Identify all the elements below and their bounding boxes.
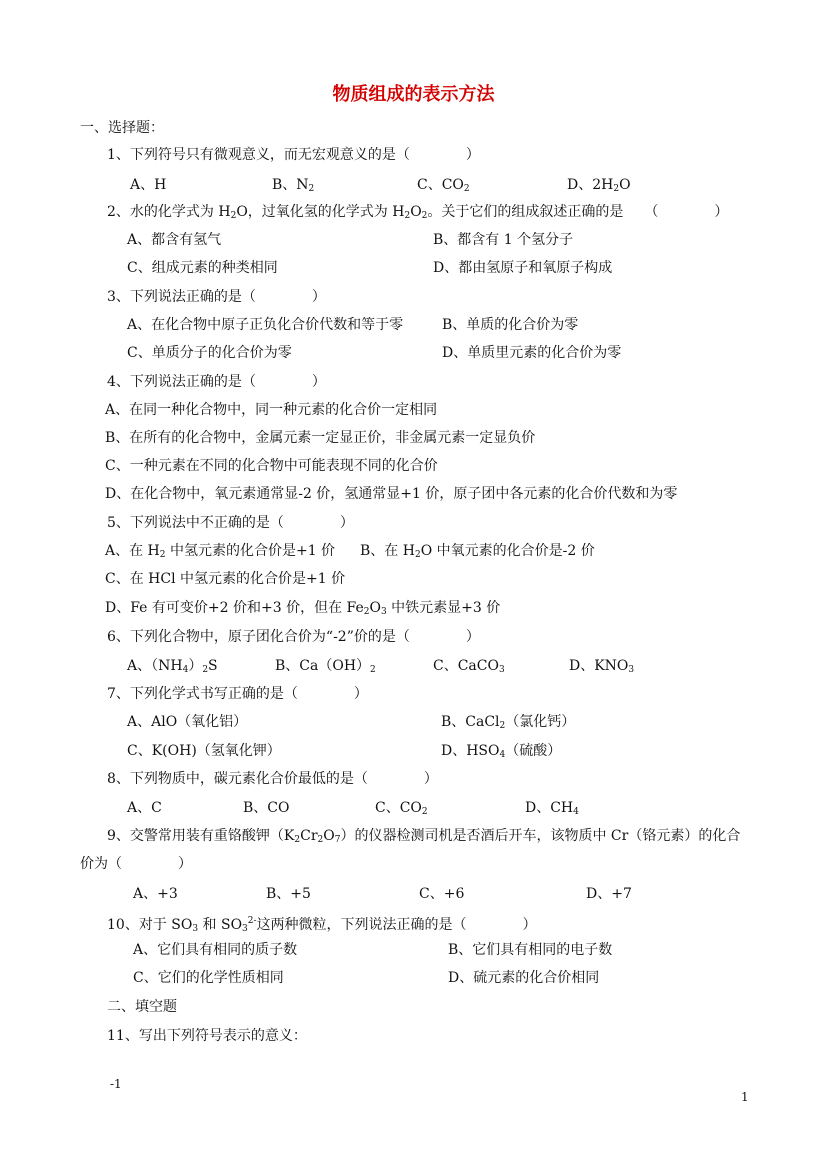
question-8-option-b: B、CO: [243, 800, 290, 816]
question-4-option-d: D、在化合物中，氧元素通常显-2 价，氢通常显+1 价，原子团中各元素的化合价代数和为零: [105, 486, 678, 502]
question-10-option-c: C、它们的化学性质相同: [133, 970, 284, 986]
question-9-option-c: C、+6: [419, 886, 465, 902]
question-7-option-c: C、K(OH)（氢氧化钾）: [127, 743, 281, 759]
question-2-option-d: D、都由氢原子和氧原子构成: [433, 260, 613, 276]
question-1-option-a: A、H: [130, 177, 167, 193]
question-9-option-b: B、+5: [266, 886, 311, 902]
page-number: 1: [741, 1090, 749, 1104]
question-11-stem: 11、写出下列符号表示的意义：: [107, 1028, 307, 1044]
question-2-option-b: B、都含有 1 个氢分子: [433, 232, 574, 248]
question-5-stem: 5、下列说法中不正确的是（ ）: [107, 515, 354, 531]
question-5-option-a: A、在 $H_2$ 中氢元素的化合价是+1 价: [105, 543, 336, 560]
question-1-option-c: C、$CO_2$: [417, 177, 470, 194]
question-10-option-d: D、硫元素的化合价相同: [448, 970, 600, 986]
question-8-option-a: A、C: [127, 800, 162, 816]
question-3-stem: 3、下列说法正确的是（ ）: [107, 289, 326, 305]
question-2-option-a: A、都含有氢气: [127, 232, 222, 248]
question-3-option-c: C、单质分子的化合价为零: [127, 345, 292, 361]
question-9-option-d: D、+7: [586, 886, 632, 902]
question-8-option-c: C、$CO_2$: [375, 800, 428, 817]
footer-mark: -1: [110, 1077, 122, 1091]
question-3-option-b: B、单质的化合价为零: [442, 317, 579, 333]
question-2-stem: 2、水的化学式为 $H_2O$，过氧化氢的化学式为 $H_2O_2$。关于它们的组成叙述正确的是 （ ）: [107, 204, 729, 221]
question-6-option-b: B、$Ca(OH)_2$: [275, 658, 376, 675]
question-4-option-b: B、在所有的化合物中，金属元素一定显正价，非金属元素一定显负价: [105, 430, 536, 446]
question-8-option-d: D、$CH_4$: [525, 800, 579, 817]
question-4-option-a: A、在同一种化合物中，同一种元素的化合价一定相同: [105, 402, 438, 418]
question-7-option-a: A、AlO（氧化铝）: [127, 714, 248, 730]
section-heading-choice: 一、选择题：: [80, 120, 164, 136]
question-5-option-d: D、Fe 有可变价+2 价和+3 价，但在 $Fe_2O_3$ 中铁元素显+3 价: [105, 600, 501, 617]
question-10-option-a: A、它们具有相同的质子数: [133, 942, 298, 958]
question-2-option-c: C、组成元素的种类相同: [127, 260, 278, 276]
question-9-stem-continued: 价为（ ）: [80, 856, 192, 872]
question-4-option-c: C、一种元素在不同的化合物中可能表现不同的化合价: [105, 458, 438, 474]
question-6-option-a: A、$(NH_4)_2S$: [127, 658, 218, 675]
question-9-option-a: A、+3: [133, 886, 178, 902]
section-heading-fill-in: 二、填空题: [107, 999, 177, 1015]
question-6-option-c: C、CaCO$_3$: [433, 658, 505, 675]
question-1-option-d: D、$2H_2O$: [567, 177, 631, 194]
question-5-option-c: C、在 HCl 中氢元素的化合价是+1 价: [105, 571, 346, 587]
question-8-stem: 8、下列物质中，碳元素化合价最低的是（ ）: [107, 771, 438, 787]
question-9-stem: 9、交警常用装有重铬酸钾$(K_2Cr_2O_7)$的仪器检测司机是否酒后开车，该物质中 Cr（铬元素）的化合: [107, 828, 741, 845]
question-3-option-d: D、单质里元素的化合价为零: [442, 345, 622, 361]
page-title: 物质组成的表示方法: [332, 84, 495, 105]
question-3-option-a: A、在化合物中原子正负化合价代数和等于零: [127, 317, 404, 333]
question-6-option-d: D、$KNO_3$: [569, 658, 635, 675]
question-10-stem: 10、对于 $SO_3$ 和 $SO_3^{2-}$这两种微粒，下列说法正确的是（ ）: [107, 916, 537, 934]
question-7-stem: 7、下列化学式书写正确的是（ ）: [107, 686, 368, 702]
question-4-stem: 4、下列说法正确的是（ ）: [107, 374, 326, 390]
question-7-option-b: B、CaCl$_2$（氯化钙）: [441, 714, 576, 731]
question-1-stem: 1、下列符号只有微观意义，而无宏观意义的是（ ）: [107, 147, 480, 163]
question-10-option-b: B、它们具有相同的电子数: [448, 942, 613, 958]
question-7-option-d: D、$HSO_4$（硫酸）: [441, 743, 562, 760]
question-6-stem: 6、下列化合物中，原子团化合价为“-2”价的是（ ）: [107, 629, 480, 645]
question-5-option-b: B、在 $H_2O$ 中氧元素的化合价是-2 价: [360, 543, 595, 560]
question-1-option-b: B、$N_2$: [272, 177, 315, 194]
